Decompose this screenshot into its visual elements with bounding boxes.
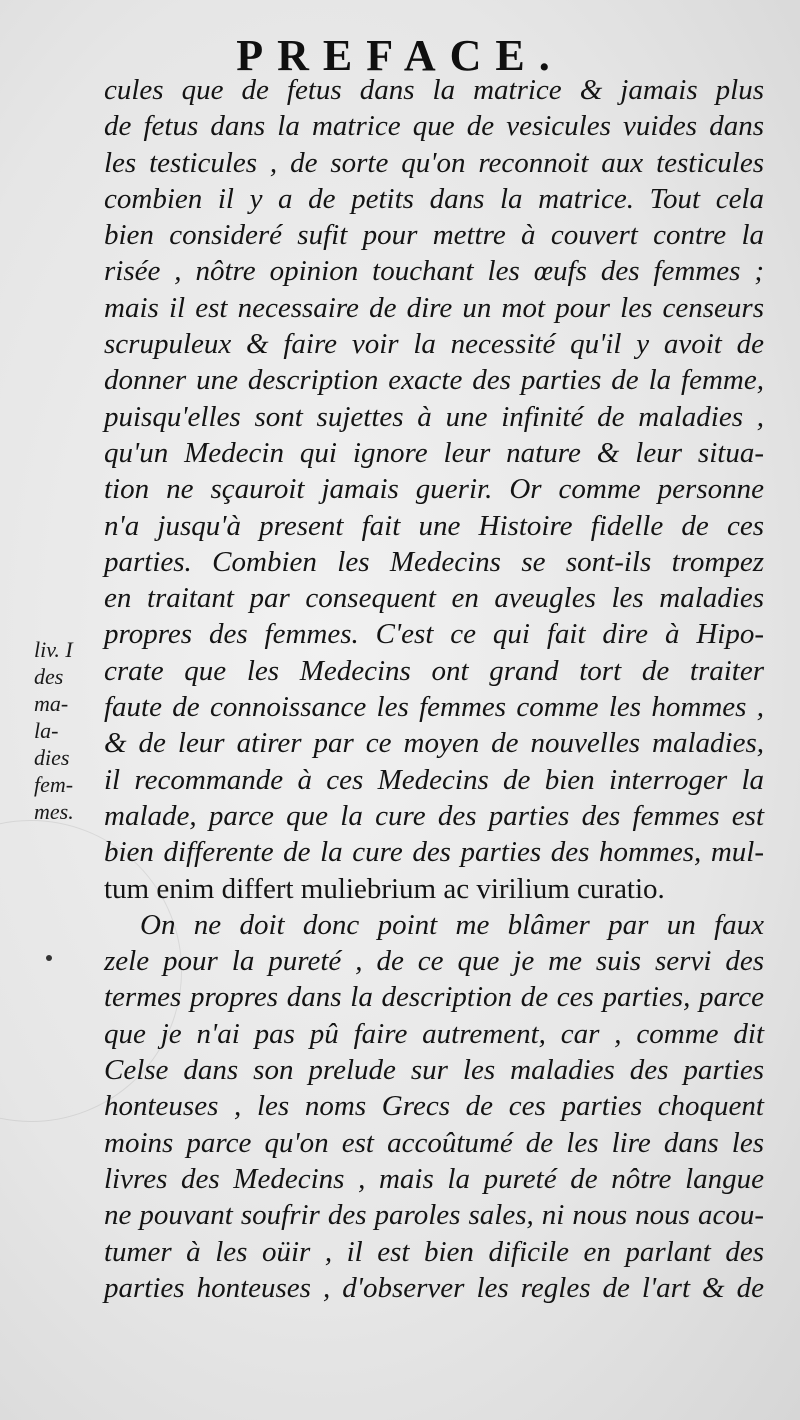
text-line: puisqu'elles sont sujettes à une infinité de maladies , <box>104 400 764 433</box>
text-line: faute de connoissance les femmes comme les hommes , <box>104 691 764 724</box>
margin-note-line: dies <box>34 745 70 770</box>
text-line: combien il y a de petits dans la matrice. Tout cela <box>104 182 764 215</box>
text-line: bien consideré sufit pour mettre à couvert contre la <box>104 219 764 252</box>
margin-note-line: ma- <box>34 691 69 716</box>
margin-note <box>34 636 98 825</box>
text-line: cules que de fetus dans la matrice & jamais plus <box>104 74 764 106</box>
body-text <box>104 72 764 1306</box>
ink-speck <box>46 955 52 961</box>
text-line: On ne doit donc point me blâmer par un faux <box>140 908 764 941</box>
text-line: de fetus dans la matrice que de vesicules vuides dans <box>104 110 764 143</box>
text-line: tum enim differt muliebrium ac virilium curatio. <box>104 872 665 905</box>
text-line: moins parce qu'on est accoûtumé de les lire dans les <box>104 1126 764 1159</box>
text-line: donner une description exacte des parties de la femme, <box>104 364 764 397</box>
text-line: propres des femmes. C'est ce qui fait dire à Hipo- <box>104 618 764 651</box>
text-line: risée , nôtre opinion touchant les œufs des femmes ; <box>104 255 764 288</box>
margin-note-line: mes. <box>34 799 74 824</box>
text-line: parties. Combien les Medecins se sont-ils trompez <box>104 545 764 578</box>
margin-note-line: la- <box>34 718 59 743</box>
text-line: que je n'ai pas pû faire autrement, car , comme dit <box>104 1017 764 1050</box>
text-line: en traitant par consequent en aveugles les maladies <box>104 582 764 615</box>
text-line: n'a jusqu'à present fait une Histoire fidelle de ces <box>104 509 764 542</box>
text-line: zele pour la pureté , de ce que je me suis servi des <box>104 945 764 978</box>
text-line: mais il est necessaire de dire un mot pour les censeurs <box>104 291 764 324</box>
text-line: les testicules , de sorte qu'on reconnoit aux testicules <box>104 146 764 179</box>
text-line: tion ne sçauroit jamais guerir. Or comme personne <box>104 473 764 506</box>
text-line: tumer à les oüir , il est bien dificile en parlant des <box>104 1235 764 1268</box>
text-line: ne pouvant soufrir des paroles sales, ni nous nous acou- <box>104 1199 764 1232</box>
margin-note-line: des <box>34 664 64 689</box>
text-line: bien differente de la cure des parties des hommes, mul- <box>104 836 764 869</box>
margin-note-line: liv. I <box>34 637 73 662</box>
text-line: malade, parce que la cure des parties des femmes est <box>104 799 764 832</box>
text-line: il recommande à ces Medecins de bien interroger la <box>104 763 764 796</box>
text-line: scrupuleux & faire voir la necessité qu'il y avoit de <box>104 328 764 361</box>
page-header: PREFACE. <box>236 31 564 80</box>
text-line: termes propres dans la description de ces parties, parce <box>104 981 764 1014</box>
text-line: qu'un Medecin qui ignore leur nature & leur situa- <box>104 436 764 469</box>
text-line: parties honteuses , d'observer les regles de l'art & de <box>104 1271 764 1304</box>
text-line: livres des Medecins , mais la pureté de nôtre langue <box>104 1162 764 1195</box>
text-line: Celse dans son prelude sur les maladies des parties <box>104 1054 764 1087</box>
text-line: honteuses , les noms Grecs de ces parties choquent <box>104 1090 764 1123</box>
text-line: crate que les Medecins ont grand tort de traiter <box>104 654 764 687</box>
margin-note-line: fem- <box>34 772 74 797</box>
text-line: & de leur atirer par ce moyen de nouvelles maladies, <box>104 727 764 760</box>
